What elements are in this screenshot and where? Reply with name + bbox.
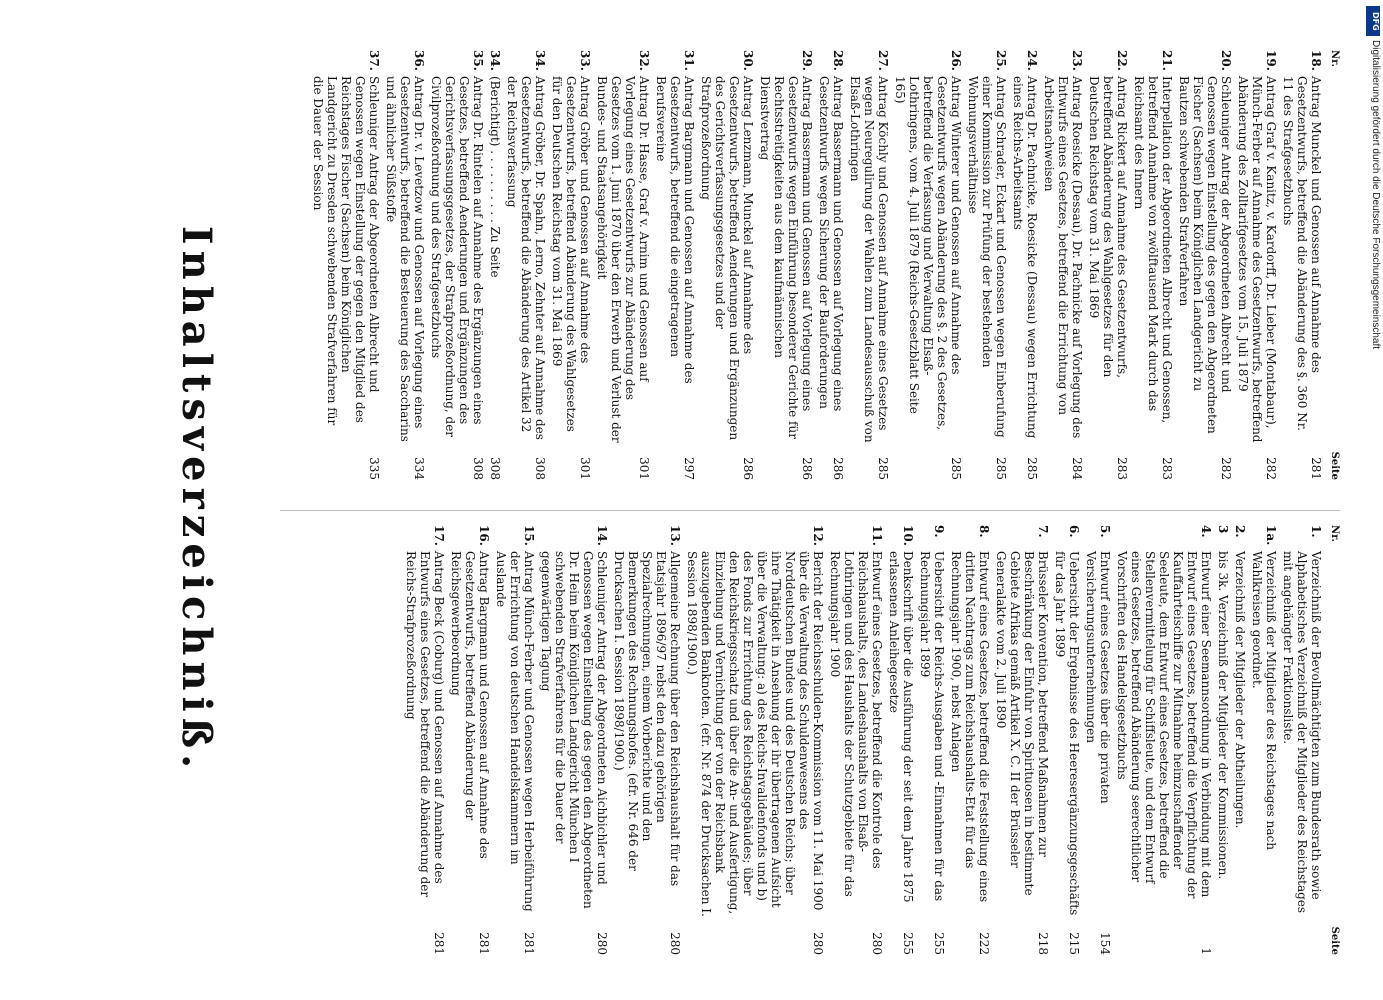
- entry-title: Antrag Bargmann und Genossen auf Annahme des Gesetzentwurfs, betreffend die eingetragenen Berufsvereine: [654, 76, 696, 384]
- entry-number: 28.: [831, 50, 845, 71]
- entry-title: Denkschrift über die Ausführung der seit dem Jahre 1875 erlassenen Anleihegesetze: [887, 551, 915, 903]
- toc-entry: [488, 50, 502, 480]
- column-header: [1329, 50, 1340, 480]
- entry-title: Antrag Dr. Hasse, Graf v. Arnim und Genossen auf Vorlegung eines Gesetzentwurfs zur Abänderung des Gesetzes vom 1. Juni 1870 über den Erwerb und Verlust der Bundes- und Staatsangehörigkeit: [595, 76, 651, 443]
- toc-entry: [1011, 50, 1039, 480]
- dfg-logo: DFG: [1366, 6, 1380, 36]
- entry-title: Brüsseler Konvention, betreffend Maßnahmen zur Beschränkung der Einfuhr von Spirituosen in bestimmte Gebiete Afrikas gemäß Artikel X. C. II der Brüsseler Generalakte vom 2. Juli 1890: [994, 551, 1050, 896]
- entry-number: 27.: [876, 50, 890, 71]
- entry-page: 281: [1309, 457, 1323, 480]
- entry-number: 24.: [1025, 50, 1039, 71]
- toc-entry: [1233, 525, 1247, 955]
- entry-title: Antrag Rickert auf Annahme des Gesetzentwurfs, betreffend Abänderung des Wahlgesetzes für den Deutschen Reichstag vom 31. Mai 1869: [1087, 76, 1129, 379]
- entry-title: Verzeichniß der Bevollmächtigten zum Bundesrath sowie Alphabetisches Verzeichniß der Mitglieder des Reichstages mit angehängter Fraktionsliste.: [1281, 551, 1323, 914]
- entry-number: 35.: [471, 50, 485, 71]
- entry-page: 255: [901, 932, 915, 955]
- toc-column-left: [401, 525, 1340, 955]
- entry-number: 21.: [1160, 50, 1174, 71]
- entry-title: Interpellation der Abgeordneten Albrecht und Genossen, betreffend Annahme von zwölftausend Mark durch das Reichsamt des Innern: [1132, 76, 1174, 424]
- entry-page: 280: [811, 932, 825, 955]
- entry-title: Verzeichniß der Mitglieder der Abtheilungen.: [1233, 551, 1247, 829]
- entry-number: 16.: [477, 525, 491, 546]
- toc-entry: [1281, 525, 1323, 955]
- entry-page: [1250, 919, 1278, 955]
- entry-number: 30.: [741, 50, 755, 71]
- entry-number: 26.: [949, 50, 963, 71]
- toc-entry: [685, 525, 825, 955]
- entry-page: 285: [994, 457, 1008, 480]
- toc-entry: [893, 50, 963, 480]
- entry-title: Antrag Roesicke (Dessau), Dr. Pachnicke auf Vorlegung des Entwurfs eines Gesetzes, betreffend die Errichtung von Arbeitsnachweisen: [1042, 76, 1084, 439]
- toc-entry: [311, 50, 381, 480]
- toc-entry: [1132, 50, 1174, 480]
- entry-number: 4.: [1199, 525, 1213, 538]
- toc-column-right: [308, 50, 1340, 480]
- entry-title: bis 3k. Verzeichniß der Mitglieder der Kommissionen.: [1216, 551, 1230, 880]
- toc-entry: [918, 525, 946, 955]
- toc-entry: [1115, 525, 1213, 955]
- toc-entry: [949, 525, 991, 955]
- entry-title: Entwurf eines Gesetzes über die privaten Versicherungsunternehmungen: [1084, 551, 1112, 804]
- entry-title: (Berichtigt) . . . . . . . . . . Zu Seite: [488, 76, 502, 278]
- toc-entry: [449, 525, 491, 955]
- toc-entry: [429, 50, 485, 480]
- entry-number: 7.: [1036, 525, 1050, 538]
- column-divider: [280, 510, 1340, 511]
- entry-number: 17.: [432, 525, 446, 546]
- toc-entry: [817, 50, 845, 480]
- entry-page: 335: [367, 457, 381, 480]
- entry-number: 18.: [1309, 50, 1323, 71]
- toc-entry: [994, 525, 1050, 955]
- entry-title: Bericht der Reichsschulden-Kommission vom 11. Mai 1900 über die Verwaltung des Schuldenwesens des Norddeutschen Bundes und des Deutschen Reichs; über ihre Thätigkeit in Ansehung der ihr übertragenen Aufsicht über die Verwaltung: a) des Reichs-Invalidenfonds und b) des Fonds zur Errichtung des Reichstagsgebäudes; über den Reichskriegsschatz und über die An- und Ausfertigung, Einziehung und Vernichtung der von der Reichsbank auszugebenden Banknoten. (efr. Nr. 874 der Drucksachen I. Session 1898/1900.): [685, 551, 825, 917]
- nr-header: Nr.: [1329, 50, 1340, 67]
- seite-header: Seite: [1329, 451, 1340, 480]
- entry-number: 1a.: [1264, 525, 1278, 546]
- rotated-content: [160, 30, 1340, 970]
- entry-title: Antrag Winterer und Genossen auf Annahme des Gesetzentwurfs wegen Abänderung des §. 2 des Gesetzes, betreffend die Verfassung und Verwaltung Elsaß-Lothringens, vom 4. Juli 1879 (Reichs-Gesetzblatt Seite 165): [893, 76, 963, 431]
- entry-page: 281: [477, 932, 491, 955]
- seite-header: Seite: [1329, 926, 1340, 955]
- entry-title: Verzeichniß der Mitglieder des Reichstages nach Wahlkreisen geordnet.: [1250, 551, 1278, 850]
- entry-number: 9.: [932, 525, 946, 538]
- entry-title: Antrag Bargmann und Genossen auf Annahme des Gesetzentwurfs, betreffend Abänderung der Reichsgewerbeordnung: [449, 551, 491, 859]
- entry-page: 280: [668, 932, 682, 955]
- entry-title: Schleuniger Antrag der Abgeordneten Albrecht und Genossen wegen Einstellung der gegen den Mitglied des Reichstages Fischer (Sachsen) beim Königlichen Landgericht zu Dresden schwebenden Strafverfahren für die Dauer der Session: [311, 76, 381, 426]
- page-title: Inhaltsverzeichniß.: [173, 225, 220, 775]
- entry-page: 286: [831, 457, 845, 480]
- toc-entry: [1216, 525, 1230, 955]
- entry-number: 20.: [1219, 50, 1233, 71]
- entry-page: 308: [533, 457, 547, 480]
- entry-number: 6.: [1067, 525, 1081, 538]
- toc-entry: [1053, 525, 1081, 955]
- entry-page: 1: [1199, 947, 1213, 955]
- entry-number: 3: [1216, 525, 1230, 534]
- entry-page: 282: [1219, 457, 1233, 480]
- entry-title: Antrag Gröber, Dr. Spahn, Lerno, Zehnter auf Annahme des Gesetzentwurfs, betreffend die Abänderung des Artikel 32 der Reichsverfassung: [505, 76, 547, 440]
- entry-page: 285: [1025, 457, 1039, 480]
- entry-title: Antrag Munckel und Genossen auf Annahme des Gesetzentwurfs, betreffend die Abänderung des §. 360 Nr. 11 des Strafgesetzbuchs: [1281, 76, 1323, 431]
- digitization-notice: Digitalisierung gefördert durch die Deutsche Forschungsgemeinschaft: [1370, 40, 1381, 350]
- entry-title: Entwurf einer Seemannsordnung in Verbindung mit dem Entwurf eines Gesetzes, betreffend die Verpflichtung der Kauffahrteischiffe zur Mitnahme heimzuschaffender Seeleute, dem Entwurf eines Gesetzes, betreffend die Stellenvermittelung für Schiffsleute, und dem Entwurf eines Gesetzes, betreffend Abänderung seerechtlicher Vorschriften des Handelsgesetzbuchs: [1115, 551, 1213, 899]
- entry-number: 31.: [682, 50, 696, 71]
- nr-header: Nr.: [1329, 525, 1340, 542]
- entry-page: 154: [1098, 932, 1112, 955]
- entry-page: [1281, 919, 1323, 955]
- entry-page: [1233, 919, 1247, 955]
- entry-page: 215: [1067, 932, 1081, 955]
- entry-number: 2.: [1233, 525, 1247, 538]
- toc-entry: [887, 525, 915, 955]
- toc-entry: [612, 525, 682, 955]
- entry-page: 281: [522, 932, 536, 955]
- entry-page: 255: [932, 932, 946, 955]
- entry-title: Antrag Schrader, Eckart und Genossen wegen Einberufung einer Kommission zur Prüfung der bestehenden Wohnungsverhältnisse: [966, 76, 1008, 438]
- entry-title: Antrag Dr. Pachnicke, Roesicke (Dessau) wegen Errichtung eines Reichs-Arbeitsamts: [1011, 76, 1039, 439]
- entry-number: 34.: [533, 50, 547, 71]
- entry-title: Allgemeine Rechnung über den Reichshaushalt für das Etatsjahr 1896/97 nebst den dazu gehörigen Spezialrechnungen, einem Vorberichte und den Bemerkungen des Rechnungshofes. (efr. Nr. 646 der Drucksachen I. Session 1898/1900.): [612, 551, 682, 887]
- entry-number: 34.: [488, 50, 502, 71]
- toc-entry: [1087, 50, 1129, 480]
- entry-page: 297: [682, 457, 696, 480]
- entry-title: Antrag Graf v. Kanitz, v. Kardorff, Dr. Lieber (Montabaur), Münch-Ferber auf Annahme des Gesetzentwurfs, betreffend Abänderung des Zolltarifgesetzes vom 15. Juli 1879: [1236, 76, 1278, 443]
- entry-title: Uebersicht der Ergebnisse des Heeresergänzungsgeschäfts für das Jahr 1899: [1053, 551, 1081, 916]
- entry-title: Schleuniger Antrag der Abgeordneten Aichbichler und Genossen wegen Einstellung des gegen den Abgeordneten Dr. Heim beim Königlichen Landgericht München I schwebenden Strafverfahrens für die Dauer der gegenwärtigen Tagung: [539, 551, 609, 909]
- entry-page: 301: [578, 457, 592, 480]
- entry-number: 1.: [1309, 525, 1323, 538]
- toc-entry: [1084, 525, 1112, 955]
- entry-page: 301: [637, 457, 651, 480]
- entry-title: Schleuniger Antrag der Abgeordneten Albrecht und Genossen wegen Einstellung des gegen den Abgeordneten Fischer (Sachsen) beim Königlichen Landgericht zu Bautzen schwebenden Strafverfahren: [1177, 76, 1233, 434]
- toc-entry: [848, 50, 890, 480]
- entry-number: 25.: [994, 50, 1008, 71]
- toc-entry: [494, 525, 536, 955]
- toc-entry: [1250, 525, 1278, 955]
- entry-page: 222: [977, 932, 991, 955]
- entry-page: 218: [1036, 932, 1050, 955]
- toc-list-left: [404, 525, 1323, 955]
- entry-title: Antrag Bassermann und Genossen auf Vorlegung eines Gesetzentwurfs wegen Einführung besonderer Gerichte für Rechtsstreitigkeiten aus dem kaufmännischen Dienstvertrag: [758, 76, 814, 439]
- toc-entry: [404, 525, 446, 955]
- toc-list-right: [311, 50, 1323, 480]
- entry-page: 286: [800, 457, 814, 480]
- entry-number: 23.: [1070, 50, 1084, 71]
- entry-page: 285: [949, 457, 963, 480]
- toc-entry: [1177, 50, 1233, 480]
- toc-entry: [1042, 50, 1084, 480]
- toc-entry: [505, 50, 547, 480]
- entry-page: [1216, 919, 1230, 955]
- entry-title: Antrag Köchly und Genossen auf Annahme eines Gesetzes wegen Neuregulirung der Wahlen zum Landesausschuß von Elsaß-Lothringen: [848, 76, 890, 443]
- entry-page: 308: [471, 457, 485, 480]
- entry-page: 308: [488, 457, 502, 480]
- entry-number: 14.: [595, 525, 609, 546]
- entry-page: 334: [412, 457, 426, 480]
- entry-number: 29.: [800, 50, 814, 71]
- toc-entry: [550, 50, 592, 480]
- toc-entry: [758, 50, 814, 480]
- entry-number: 10.: [901, 525, 915, 546]
- entry-page: 283: [1115, 457, 1129, 480]
- entry-title: Entwurf eines Gesetzes, betreffend die Kontrole des Reichshaushalts, des Landeshaushalts von Elsaß-Lothringen und des Haushalts der Schutzgebiete für das Rechnungsjahr 1900: [828, 551, 884, 897]
- entry-title: Entwurf eines Gesetzes, betreffend die Feststellung eines dritten Nachtrags zum Reichshaushalts-Etat für das Rechnungsjahr 1900, nebst Anlagen: [949, 551, 991, 903]
- entry-number: 19.: [1264, 50, 1278, 71]
- entry-title: Antrag Gröber und Genossen auf Annahme des Gesetzentwurfs, betreffend Abänderung des Wahlgesetzes für den Deutschen Reichstag vom 31. Mai 1869: [550, 76, 592, 432]
- entry-page: 285: [876, 457, 890, 480]
- entry-page: 286: [741, 457, 755, 480]
- entry-number: 37.: [367, 50, 381, 71]
- toc-entry: [654, 50, 696, 480]
- toc-entry: [1281, 50, 1323, 480]
- entry-number: 15.: [522, 525, 536, 546]
- entry-page: 284: [1070, 457, 1084, 480]
- toc-entry: [828, 525, 884, 955]
- toc-entry: [595, 50, 651, 480]
- entry-number: 36.: [412, 50, 426, 71]
- toc-entry: [966, 50, 1008, 480]
- entry-title: Antrag Dr. v. Levetzow und Genossen auf Vorlegung eines Gesetzentwurfs, betreffend die Besteuerung des Saccharins und ähnlicher Süßstoffe: [384, 76, 426, 442]
- entry-title: Uebersicht der Reichs-Ausgaben und -Einnahmen für das Rechnungsjahr 1899: [918, 551, 946, 902]
- entry-page: 280: [595, 932, 609, 955]
- entry-number: 13.: [668, 525, 682, 546]
- entry-number: 5.: [1098, 525, 1112, 538]
- entry-number: 8.: [977, 525, 991, 538]
- entry-number: 11.: [870, 525, 884, 546]
- entry-title: Antrag Dr. Rintelen auf Annahme des Ergänzungen eines Gesetzes, betreffend Aenderungen und Ergänzungen des Gerichtsverfassungsgesetzes, der Strafprozeßordnung, der Civilprozeßordnung und des Strafgesetzbuchs: [429, 76, 485, 438]
- entry-title: Antrag Beck (Coburg) und Genossen auf Annahme des Entwurfs eines Gesetzes, betreffend die Abänderung der Reichs-Strafprozeßordnung: [404, 551, 446, 898]
- toc-entry: [539, 525, 609, 955]
- toc-entry: [384, 50, 426, 480]
- toc-entry: [1236, 50, 1278, 480]
- entry-number: 12.: [811, 525, 825, 546]
- entry-page: 283: [1160, 457, 1174, 480]
- entry-title: Antrag Münch-Ferber und Genossen wegen Herbeiführung der Errichtung von deutschen Handelskammern im Auslande: [494, 551, 536, 912]
- entry-title: Antrag Lenzmann, Munckel auf Annahme des Gesetzentwurfs, betreffend Aenderungen und Ergänzungen des Gerichtsverfassungsgesetzes und der Strafprozeßordnung: [699, 76, 755, 441]
- entry-number: 33.: [578, 50, 592, 71]
- entry-page: 282: [1264, 457, 1278, 480]
- entry-page: 281: [432, 932, 446, 955]
- entry-number: 32.: [637, 50, 651, 71]
- toc-entry: [699, 50, 755, 480]
- entry-title: Antrag Bassermann und Genossen auf Vorlegung eines Gesetzentwurfs wegen Sicherung der Bauforderungen: [817, 76, 845, 412]
- entry-page: 280: [870, 932, 884, 955]
- entry-number: 22.: [1115, 50, 1129, 71]
- column-header: [1329, 525, 1340, 955]
